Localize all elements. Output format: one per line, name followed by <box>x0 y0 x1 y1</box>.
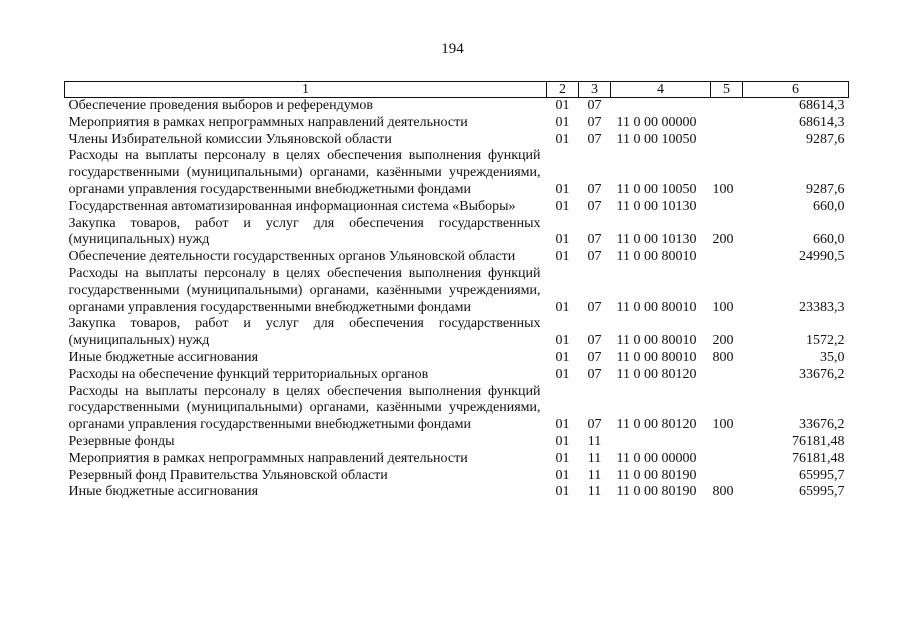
expense-type-code <box>711 98 743 115</box>
table-row <box>65 468 849 485</box>
section-code: 01 <box>555 299 570 315</box>
target-article-code: 11 0 00 80010 <box>616 299 697 315</box>
row-name: Мероприятия в рамках непрограммных направлений деятельности <box>68 450 468 466</box>
expense-type-code <box>711 468 743 485</box>
amount: 35,0 <box>820 349 845 365</box>
section-code: 01 <box>555 417 570 433</box>
row-name: Расходы на выплаты персоналу в целях обеспечения выполнения функций государственными (муниципальными) органами, казёнными учреждениями, органами управления государственными внебюджетными фондами <box>68 265 541 315</box>
subsection-code: 07 <box>587 181 602 197</box>
header-col-1: 1 <box>65 82 547 98</box>
row-name: Обеспечение проведения выборов и референдумов <box>68 98 373 113</box>
section-code: 01 <box>555 484 570 500</box>
target-article-code: 11 0 00 80120 <box>616 366 697 382</box>
subsection-code: 07 <box>587 114 602 130</box>
table-row <box>65 484 849 501</box>
table-row <box>65 266 849 316</box>
section-code: 01 <box>555 198 570 214</box>
row-name: Государственная автоматизированная информационная система «Выборы» <box>68 198 516 214</box>
amount: 65995,7 <box>799 484 845 500</box>
target-article-code: 11 0 00 80010 <box>616 333 697 349</box>
amount: 68614,3 <box>799 114 845 130</box>
amount: 68614,3 <box>799 98 845 113</box>
subsection-code: 07 <box>587 366 602 382</box>
section-code: 01 <box>555 450 570 466</box>
row-name: Расходы на обеспечение функций территориальных органов <box>68 366 429 382</box>
target-article-code: 11 0 00 10130 <box>616 232 697 248</box>
expense-type-code <box>711 115 743 132</box>
subsection-code: 07 <box>587 417 602 433</box>
table-row <box>65 350 849 367</box>
section-code: 01 <box>555 131 570 147</box>
subsection-code: 07 <box>587 198 602 214</box>
amount: 33676,2 <box>799 366 845 382</box>
subsection-code: 07 <box>587 98 602 113</box>
table-body <box>65 98 849 502</box>
subsection-code: 11 <box>587 433 602 449</box>
target-article-code: 11 0 00 00000 <box>616 450 697 466</box>
row-name: Резервный фонд Правительства Ульяновской области <box>68 467 388 483</box>
table-header <box>65 82 849 98</box>
section-code: 01 <box>555 349 570 365</box>
row-name: Закупка товаров, работ и услуг для обеспечения государственных (муниципальных) нужд <box>68 316 541 349</box>
amount: 9287,6 <box>806 181 845 197</box>
row-name: Закупка товаров, работ и услуг для обеспечения государственных (муниципальных) нужд <box>68 215 541 248</box>
target-article-code: 11 0 00 10050 <box>616 181 697 197</box>
amount: 1572,2 <box>806 333 845 349</box>
section-code: 01 <box>555 433 570 449</box>
row-name: Мероприятия в рамках непрограммных направлений деятельности <box>68 114 468 130</box>
table-row <box>65 451 849 468</box>
table-row <box>65 148 849 198</box>
header-col-5: 5 <box>711 82 743 98</box>
expense-type-code <box>711 434 743 451</box>
target-article-code: 11 0 00 80010 <box>616 349 697 365</box>
table-row <box>65 199 849 216</box>
section-code: 01 <box>555 114 570 130</box>
header-row <box>65 82 849 98</box>
subsection-code: 07 <box>587 232 602 248</box>
row-name: Члены Избирательной комиссии Ульяновской области <box>68 131 392 147</box>
amount: 33676,2 <box>799 417 845 433</box>
section-code: 01 <box>555 181 570 197</box>
expense-type-code: 100 <box>712 417 734 433</box>
subsection-code: 11 <box>587 484 602 500</box>
subsection-code: 07 <box>587 249 602 265</box>
amount: 24990,5 <box>799 249 845 265</box>
section-code: 01 <box>555 249 570 265</box>
target-article-code: 11 0 00 80190 <box>616 484 697 500</box>
amount: 9287,6 <box>806 131 845 147</box>
table-row <box>65 132 849 149</box>
expense-type-code <box>711 451 743 468</box>
row-name: Расходы на выплаты персоналу в целях обеспечения выполнения функций государственными (муниципальными) органами, казёнными учреждениями, органами управления государственными внебюджетными фондами <box>68 148 541 197</box>
expense-type-code: 100 <box>712 299 734 315</box>
row-name: Обеспечение деятельности государственных органов Ульяновской области <box>68 249 516 265</box>
amount: 76181,48 <box>792 433 845 449</box>
section-code: 01 <box>555 366 570 382</box>
target-article-code: 11 0 00 80190 <box>616 467 697 483</box>
subsection-code: 07 <box>587 349 602 365</box>
subsection-code: 11 <box>587 467 602 483</box>
amount: 23383,3 <box>799 299 845 315</box>
header-col-6: 6 <box>743 82 849 98</box>
expense-type-code: 200 <box>712 232 734 248</box>
table-row <box>65 115 849 132</box>
row-name: Иные бюджетные ассигнования <box>68 349 259 365</box>
target-article-code: 11 0 00 10050 <box>616 131 697 147</box>
expense-type-code: 800 <box>712 349 734 365</box>
expense-type-code <box>711 132 743 149</box>
target-article-code: 11 0 00 80010 <box>616 249 697 265</box>
target-article-code <box>611 98 711 115</box>
page-number: 194 <box>441 41 464 57</box>
subsection-code: 07 <box>587 299 602 315</box>
subsection-code: 11 <box>587 450 602 466</box>
target-article-code: 11 0 00 80120 <box>616 417 697 433</box>
target-article-code: 11 0 00 00000 <box>616 114 697 130</box>
amount: 660,0 <box>813 198 845 214</box>
expense-type-code <box>711 199 743 216</box>
section-code: 01 <box>555 98 570 113</box>
header-col-2: 2 <box>547 82 579 98</box>
expense-type-code: 800 <box>712 484 734 500</box>
table-row <box>65 367 849 384</box>
subsection-code: 07 <box>587 131 602 147</box>
budget-table <box>64 81 849 501</box>
section-code: 01 <box>555 467 570 483</box>
table-row <box>65 216 849 250</box>
section-code: 01 <box>555 232 570 248</box>
amount: 660,0 <box>813 232 845 248</box>
subsection-code: 07 <box>587 333 602 349</box>
expense-type-code: 200 <box>712 333 734 349</box>
amount: 65995,7 <box>799 467 845 483</box>
amount: 76181,48 <box>792 450 845 466</box>
expense-type-code <box>711 249 743 266</box>
table-row <box>65 98 849 115</box>
expense-type-code <box>711 367 743 384</box>
row-name: Расходы на выплаты персоналу в целях обеспечения выполнения функций государственными (муниципальными) органами, казёнными учреждениями, органами управления государственными внебюджетными фондами <box>68 383 541 433</box>
table-row <box>65 384 849 434</box>
target-article-code: 11 0 00 10130 <box>616 198 697 214</box>
table-row <box>65 434 849 451</box>
section-code: 01 <box>555 333 570 349</box>
table-row <box>65 249 849 266</box>
row-name: Резервные фонды <box>68 433 175 449</box>
target-article-code <box>611 434 711 451</box>
header-col-4: 4 <box>611 82 711 98</box>
expense-type-code: 100 <box>712 181 734 197</box>
header-col-3: 3 <box>579 82 611 98</box>
table-row <box>65 316 849 350</box>
row-name: Иные бюджетные ассигнования <box>68 484 259 500</box>
